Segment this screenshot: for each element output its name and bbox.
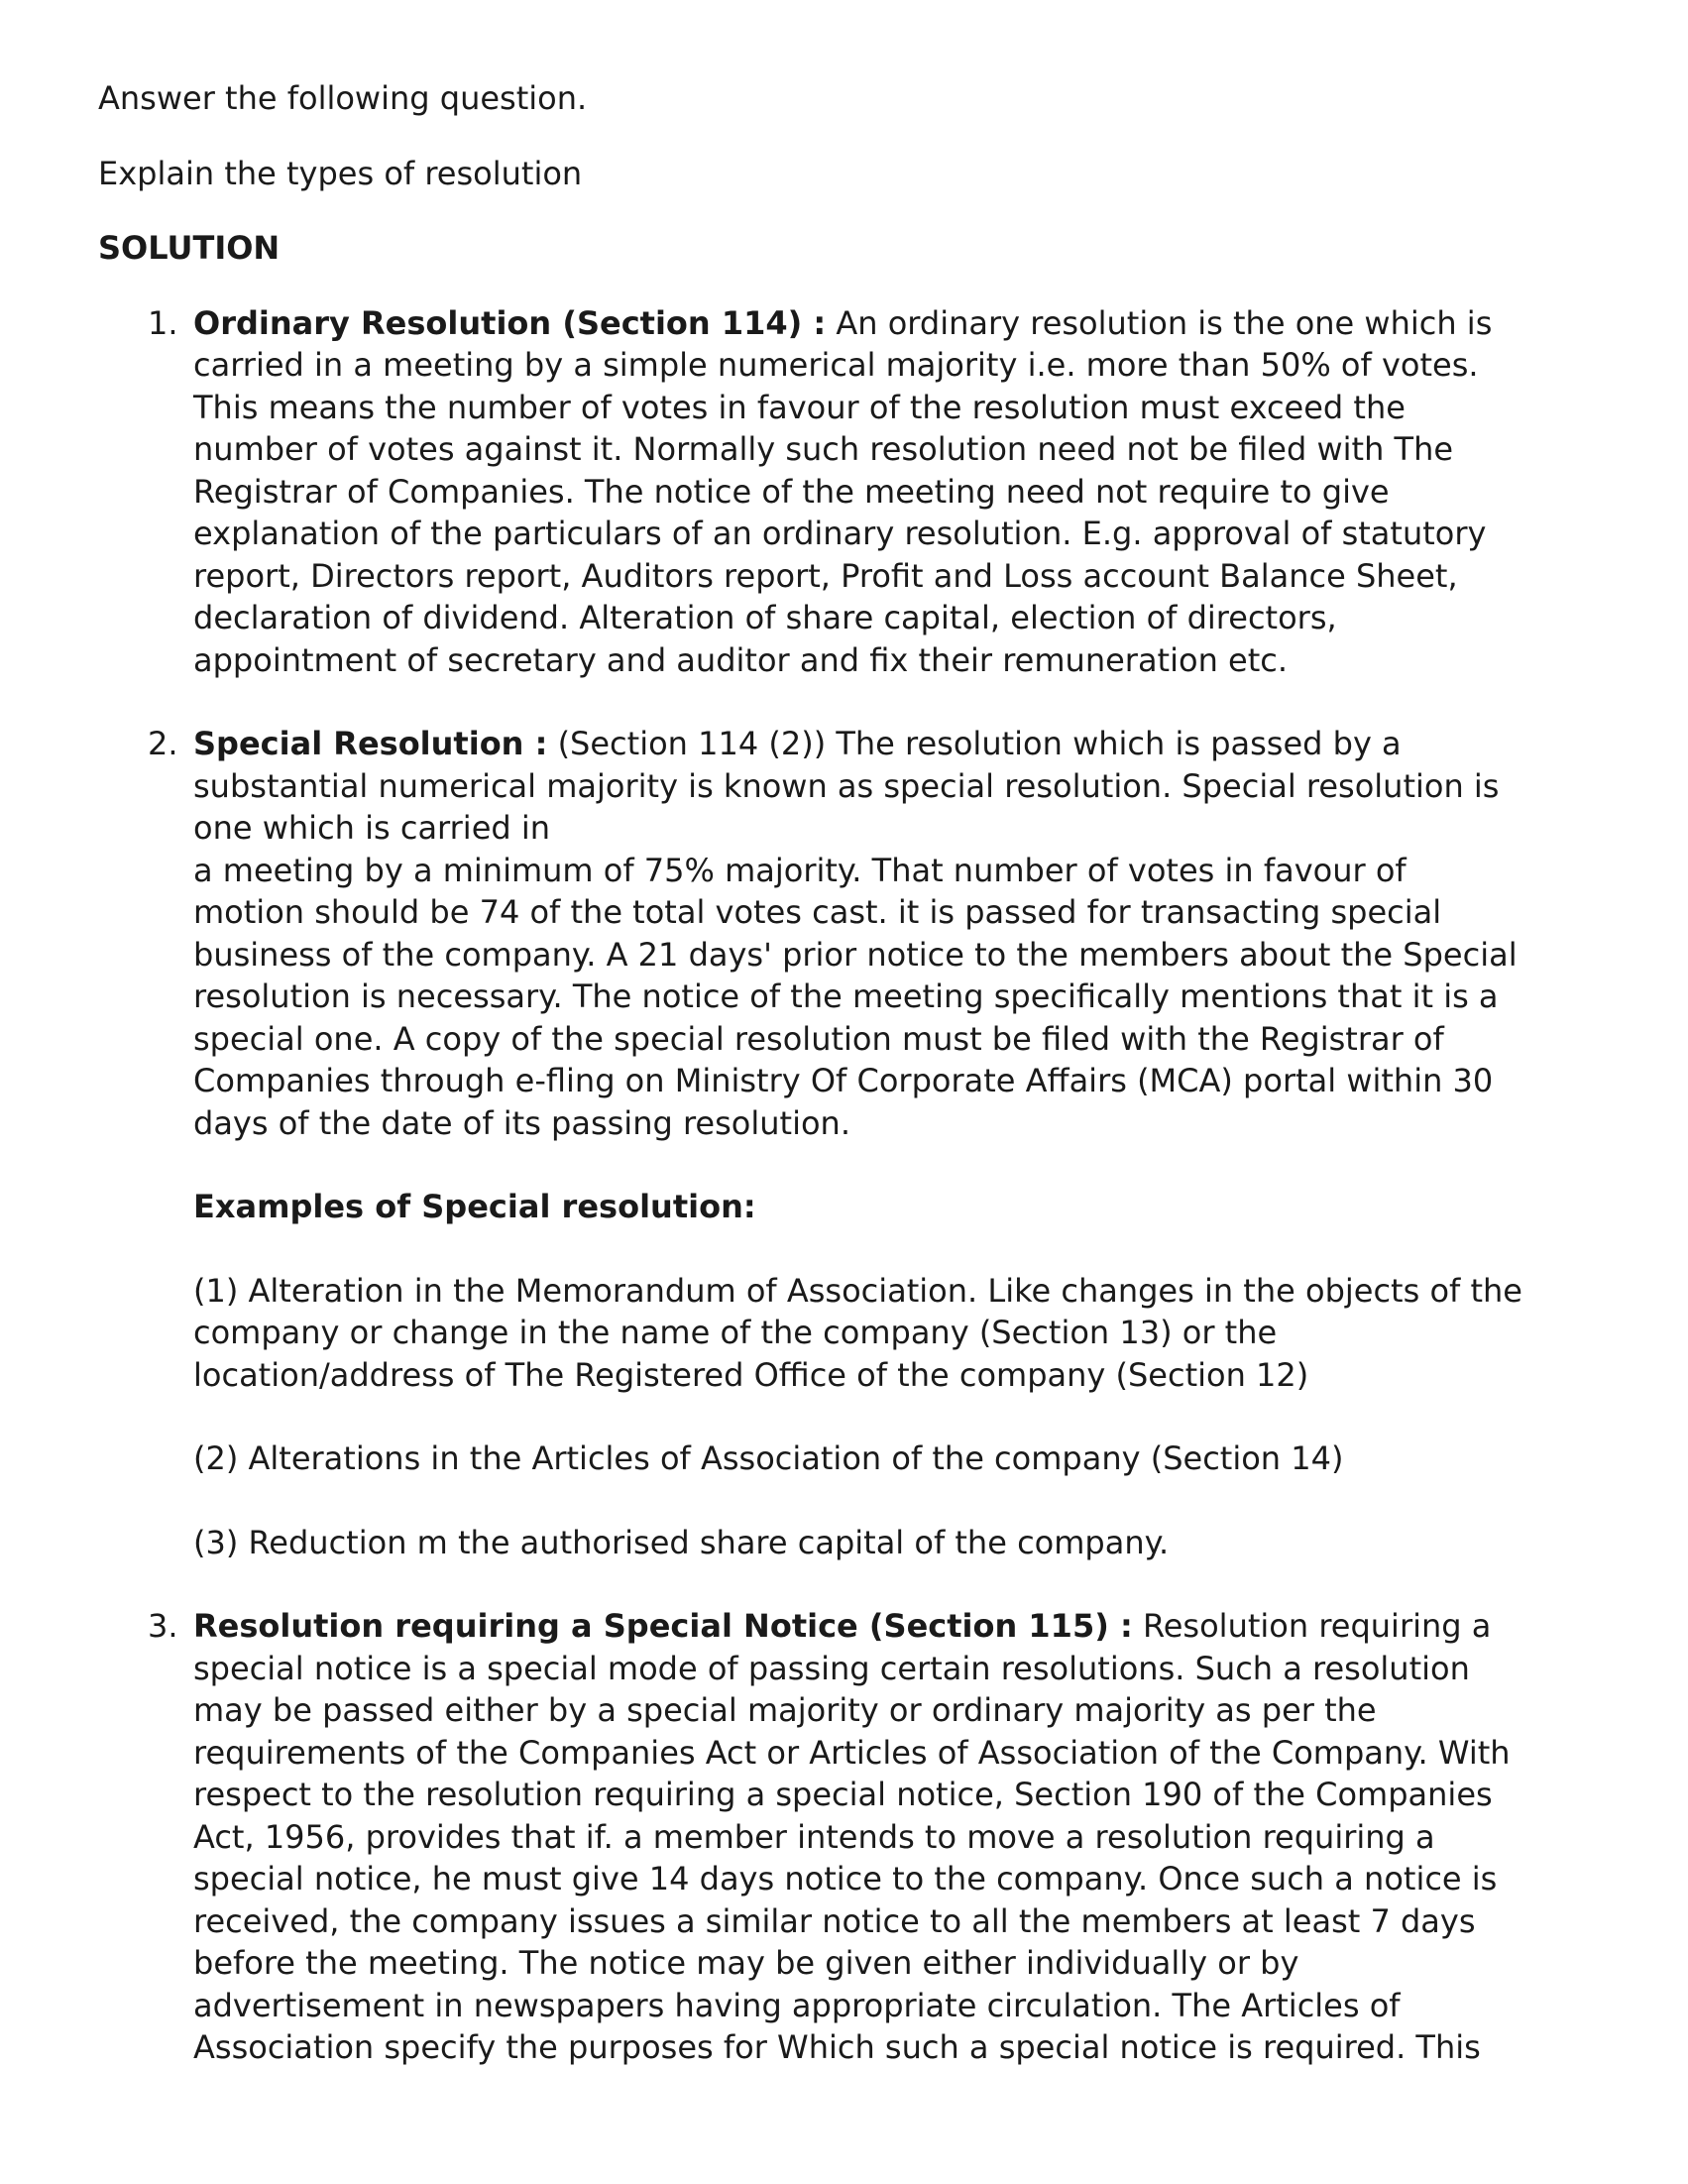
- item-text-line: may be passed either by a special majority or ordinary majority as per the: [193, 1691, 1377, 1729]
- item-first-line: [193, 302, 1615, 345]
- list-item-special-notice-resolution: [98, 1605, 1615, 2069]
- item-text-line: before the meeting. The notice may be given either individually or by: [193, 1944, 1299, 1982]
- item-text: (Section 114 (2)) The resolution which is passed by a: [547, 725, 1402, 762]
- item-title: Ordinary Resolution (Section 114) :: [193, 303, 827, 342]
- item-text-line: special notice is a special mode of passing certain resolutions. Such a resolution: [193, 1649, 1470, 1687]
- item-text-line: days of the date of its passing resolution.: [193, 1103, 850, 1142]
- example-line: (1) Alteration in the Memorandum of Association. Like changes in the objects of the: [193, 1271, 1522, 1310]
- list-number: 2.: [148, 725, 178, 762]
- item-text: An ordinary resolution is the one which is: [826, 303, 1493, 342]
- example-line: location/address of The Registered Office of the company (Section 12): [193, 1355, 1309, 1394]
- item-text-line: This means the number of votes in favour of the resolution must exceed the: [193, 388, 1406, 426]
- examples-heading: Examples of Special resolution:: [193, 1188, 756, 1225]
- item-text-line: one which is carried in: [193, 809, 551, 847]
- item-text-line: appointment of secretary and auditor and fix their remuneration etc.: [193, 640, 1289, 679]
- item-text-line: special one. A copy of the special resolution must be filed with the Registrar of: [193, 1019, 1444, 1058]
- example-item: [193, 1437, 1615, 1480]
- item-text-line: a meeting by a minimum of 75% majority. That number of votes in favour of: [193, 851, 1407, 889]
- item-text-line: business of the company. A 21 days' prior notice to the members about the Special: [193, 935, 1518, 974]
- document-page: [98, 77, 1615, 2111]
- question-text: Explain the types of resolution: [98, 154, 583, 192]
- list-item-ordinary-resolution: [98, 302, 1615, 682]
- item-title: Resolution requiring a Special Notice (Section 115) :: [193, 1607, 1133, 1645]
- instruction-text: Answer the following question.: [98, 79, 588, 117]
- item-text-line: resolution is necessary. The notice of the meeting specifically mentions that it is a: [193, 977, 1499, 1015]
- item-text-line: number of votes against it. Normally such resolution need not be filed with The: [193, 430, 1454, 468]
- item-text-line: motion should be 74 of the total votes cast. it is passed for transacting special: [193, 893, 1442, 931]
- list-number: 3.: [148, 1607, 178, 1645]
- item-text-line: advertisement in newspapers having appropriate circulation. The Articles of: [193, 1986, 1401, 2024]
- list-item-special-resolution: [98, 723, 1615, 1563]
- item-first-line: [193, 1605, 1615, 1648]
- item-text-line: report, Directors report, Auditors report, Profit and Loss account Balance Sheet,: [193, 556, 1458, 595]
- item-text-line: carried in a meeting by a simple numerical majority i.e. more than 50% of votes.: [193, 346, 1479, 384]
- item-text-line: Act, 1956, provides that if. a member intends to move a resolution requiring a: [193, 1817, 1435, 1856]
- solution-heading: SOLUTION: [98, 229, 281, 267]
- example-line: company or change in the name of the company (Section 13) or the: [193, 1314, 1278, 1351]
- item-text-line: Companies through e-fling on Ministry Of Corporate Affairs (MCA) portal within 30: [193, 1062, 1494, 1099]
- example-item: [193, 1522, 1615, 1564]
- item-text-line: special notice, he must give 14 days notice to the company. Once such a notice is: [193, 1860, 1498, 1897]
- example-line: (2) Alterations in the Articles of Association of the company (Section 14): [193, 1439, 1344, 1477]
- item-text-line: explanation of the particulars of an ordinary resolution. E.g. approval of statutory: [193, 515, 1487, 552]
- example-item: [193, 1270, 1615, 1397]
- item-text-line: respect to the resolution requiring a special notice, Section 190 of the Companies: [193, 1776, 1493, 1813]
- item-text-line: Association specify the purposes for Which such a special notice is required. This: [193, 2028, 1481, 2066]
- item-title: Special Resolution :: [193, 725, 548, 762]
- item-text-line: declaration of dividend. Alteration of share capital, election of directors,: [193, 599, 1337, 636]
- item-text-line: substantial numerical majority is known as special resolution. Special resolution is: [193, 766, 1500, 805]
- item-text-line: received, the company issues a similar notice to all the members at least 7 days: [193, 1901, 1476, 1940]
- item-text-line: requirements of the Companies Act or Articles of Association of the Company. With: [193, 1733, 1511, 1772]
- item-text-line: Registrar of Companies. The notice of the meeting need not require to give: [193, 472, 1390, 511]
- example-line: (3) Reduction m the authorised share capital of the company.: [193, 1523, 1170, 1561]
- item-text: Resolution requiring a: [1132, 1607, 1492, 1645]
- list-number: 1.: [148, 303, 178, 342]
- item-first-line: [193, 723, 1615, 765]
